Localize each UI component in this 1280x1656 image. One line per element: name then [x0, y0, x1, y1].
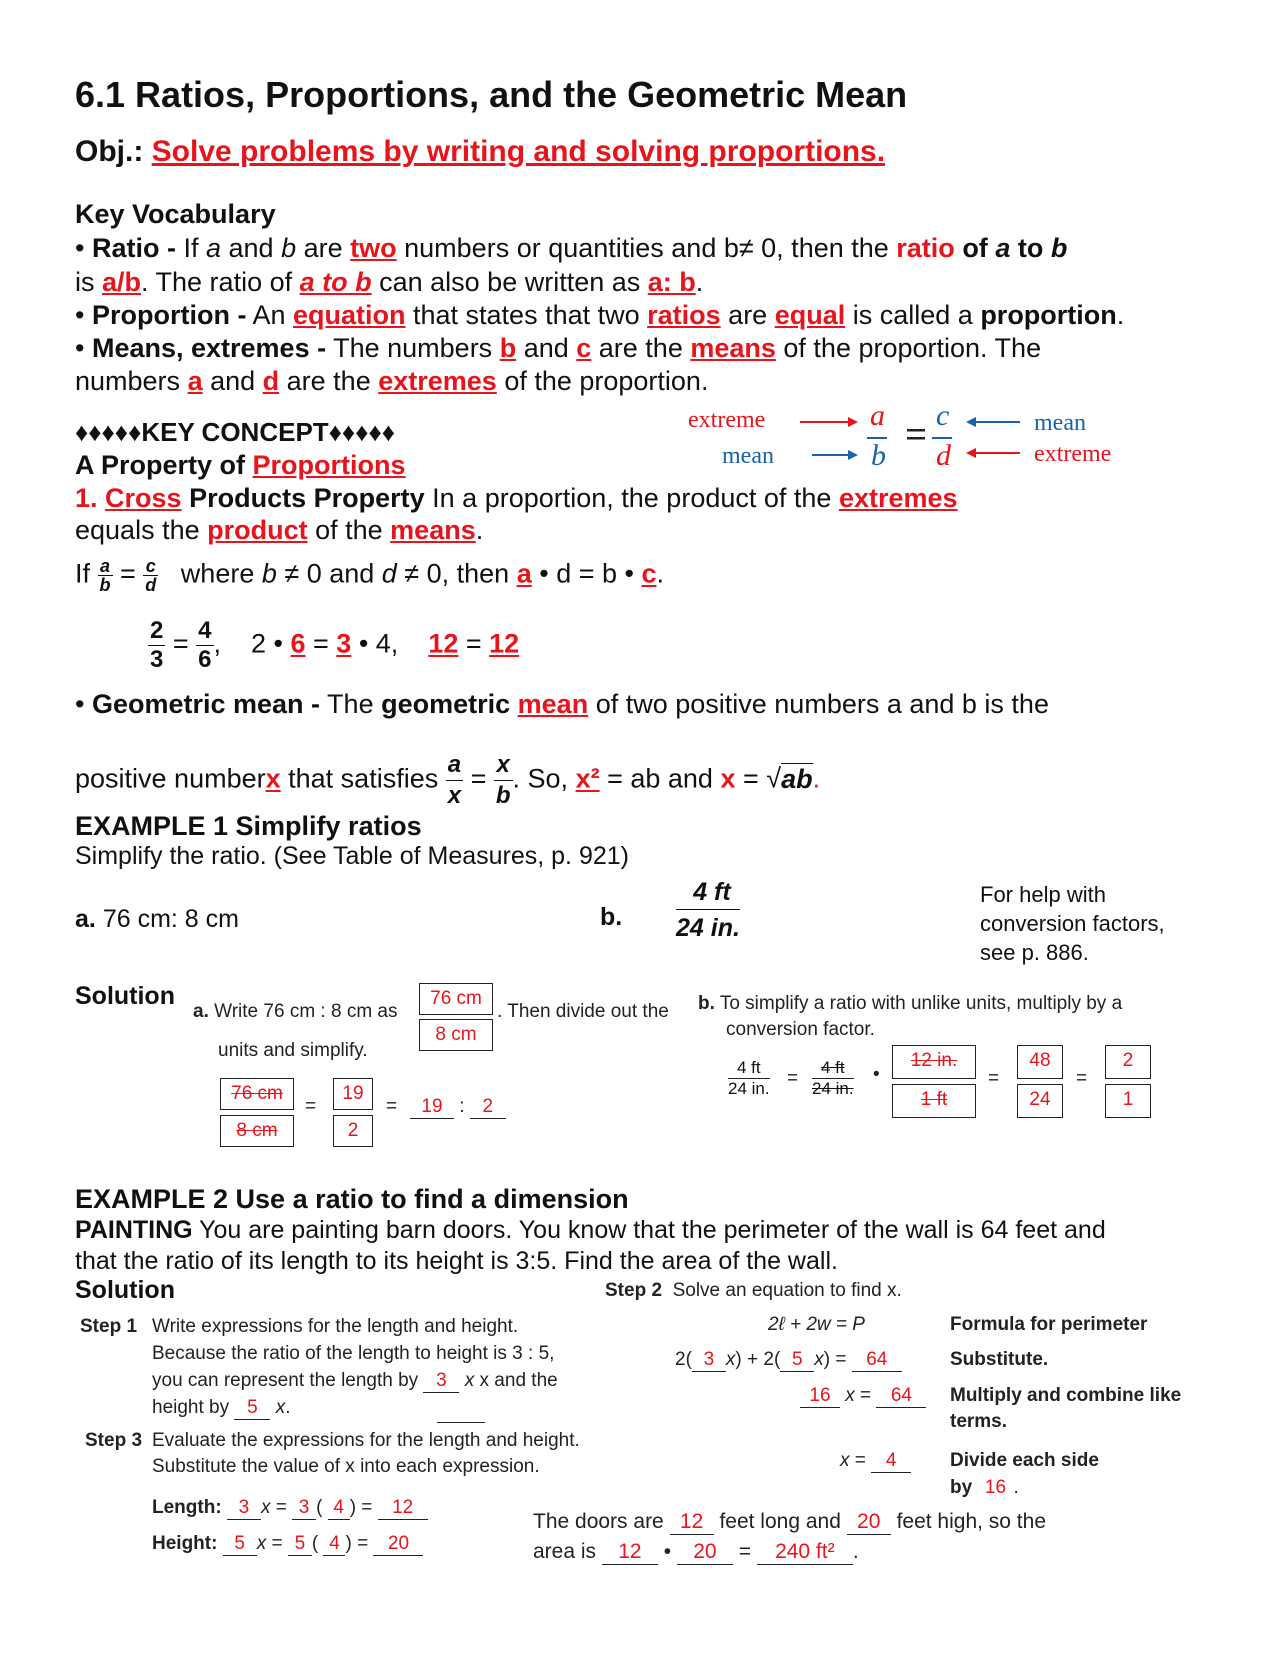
height-line: Height: 5 x = 5 ( 4 ) = 20 — [152, 1533, 423, 1556]
box-12in: 12 in. — [892, 1045, 976, 1079]
box-19: 19 — [333, 1078, 373, 1110]
diagram-mean-left: mean — [722, 443, 774, 469]
ex-ans-12a: 12 — [428, 628, 459, 659]
geo-mean-line1: • Geometric mean - The geometric mean of two positive numbers a and b is the — [75, 689, 1049, 719]
vocab-means-line1: • Means, extremes - The numbers b and c are the means of the proportion. The — [75, 333, 1042, 363]
box-8cm-struck: 8 cm — [220, 1115, 294, 1147]
ratio-ans-colon: a: b — [647, 267, 696, 297]
means-term: Means, extremes - — [91, 333, 327, 363]
cross-products-line2: equals the product of the means. — [75, 515, 484, 545]
diagram-d: d — [936, 439, 951, 472]
sol-b-text1: b. To simplify a ratio with unlike units, multiply by a — [698, 993, 1123, 1014]
ex-ans-3: 3 — [336, 628, 352, 659]
diagram-c: c — [936, 399, 950, 432]
sol-a-text1: a. Write 76 cm : 8 cm as — [193, 1001, 398, 1022]
eq4-note2: by 16 . — [950, 1477, 1019, 1498]
box-76cm-struck: 76 cm — [220, 1078, 294, 1110]
step1-line3: you can represent the length by 3 x x and the — [152, 1370, 558, 1391]
cross-ans-means: means — [390, 515, 476, 545]
eq3-note2: terms. — [950, 1411, 1008, 1432]
frac-x-b: $\frac{x}{b}$ — [495, 751, 511, 809]
eq2-note: Substitute. — [950, 1349, 1049, 1370]
cross-rest: Products Property — [189, 483, 425, 513]
vocab-heading: Key Vocabulary — [75, 199, 276, 229]
ratio-ans-ab: a/b — [102, 267, 142, 297]
vocab-ratio-line2: is a/b. The ratio of a to b can also be written as a: b. — [75, 267, 704, 297]
property-ans: Proportions — [252, 450, 406, 480]
means-extremes-diagram — [680, 399, 1200, 477]
ans-19: 19 — [410, 1096, 454, 1119]
step3-label: Step 3 — [85, 1430, 143, 1451]
sol-b-text2: conversion factor. — [726, 1019, 875, 1040]
eq1-note: Formula for perimeter — [950, 1314, 1148, 1335]
length-line: Length: 3 x = 3 ( 4 ) = 12 — [152, 1497, 428, 1520]
step3-line2: Substitute the value of x into each expression. — [152, 1456, 540, 1477]
geo-ans-x: x — [265, 763, 281, 794]
geo-mean-line2: positive numberx that satisfies $\frac{a}{x}$ = $\frac{x}{b}$ . So, x² = ab and x = √ab. — [75, 751, 821, 809]
eq2: 2( 3 x) + 2( 5 x) = 64 — [675, 1349, 902, 1372]
step1-label: Step 1 — [80, 1316, 138, 1337]
means-ans-d: d — [262, 366, 280, 396]
box-8cm-bottom: 8 cm — [419, 1019, 493, 1051]
eq-sign-b2: = — [988, 1068, 1000, 1089]
cross-products-line1: 1. Cross Products Property In a proportion, the product of the extremes — [75, 483, 958, 513]
example1-heading: EXAMPLE 1 Simplify ratios — [75, 811, 422, 841]
frac-c-d: $\frac{c}{d}$ — [145, 556, 157, 595]
ratio-ans-atob: a to b — [299, 267, 372, 297]
vocab-proportion: • Proportion - An equation that states that two ratios are equal is called a proportion. — [75, 300, 1125, 330]
step1-line1: Write expressions for the length and height. — [152, 1316, 519, 1337]
example2-problem2: that the ratio of its length to its height is 3:5. Find the area of the wall. — [75, 1247, 838, 1275]
prop-ans-equal: equal — [774, 300, 846, 330]
objective-label: Obj.: — [75, 135, 144, 168]
vocab-ratio-line1: • Ratio - If a and b are two numbers or quantities and b≠ 0, then the ratio of a to b — [75, 233, 1068, 263]
diagram-extreme-left: extreme — [688, 407, 766, 433]
means-ans-extremes: extremes — [378, 366, 497, 396]
step1-blank — [437, 1422, 485, 1423]
page-title: 6.1 Ratios, Proportions, and the Geometric Mean — [75, 74, 908, 115]
box-2: 2 — [333, 1115, 373, 1147]
geo-ans-x2: x² — [575, 763, 600, 794]
box-48: 48 — [1017, 1045, 1063, 1079]
box-1ft: 1 ft — [892, 1084, 976, 1118]
help-line-2: conversion factors, — [980, 911, 1165, 936]
diagram-a: a — [870, 399, 885, 432]
step3-line1: Evaluate the expressions for the length and height. — [152, 1430, 580, 1451]
ex1-b-den: 24 in. — [676, 914, 740, 942]
example1-b-label: b. — [600, 903, 623, 931]
eq-sign-b1: = — [787, 1068, 799, 1089]
eq-sign-b3: = — [1076, 1068, 1088, 1089]
eq3-note1: Multiply and combine like — [950, 1385, 1182, 1406]
objective-text: Solve problems by writing and solving proportions. — [151, 135, 886, 168]
means-ans-b: b — [499, 333, 517, 363]
ex-ans-12b: 12 — [489, 628, 520, 659]
proportion-term: Proportion - — [91, 300, 247, 330]
property-prefix: A Property of — [75, 450, 246, 480]
means-ans-a: a — [187, 366, 203, 396]
prop-ans-equation: equation — [293, 300, 406, 330]
if-ans-a: a — [516, 558, 532, 589]
sol-a-text3: units and simplify. — [218, 1040, 368, 1061]
objective — [75, 135, 885, 169]
example1-subtitle: Simplify the ratio. (See Table of Measures, p. 921) — [75, 842, 629, 870]
prop-word: proportion — [980, 300, 1117, 330]
step1-line2: Because the ratio of the length to height is 3 : 5, — [152, 1343, 555, 1364]
frac-a-x: $\frac{a}{x}$ — [447, 751, 462, 809]
eq1: 2ℓ + 2w = P — [768, 1314, 865, 1335]
cross-ans-product: product — [207, 515, 308, 545]
box-1: 1 — [1105, 1084, 1151, 1118]
key-concept-banner: ♦♦♦♦♦KEY CONCEPT♦♦♦♦♦ — [75, 417, 395, 447]
step1-line4: height by 5 x. — [152, 1397, 291, 1418]
help-line-3: see p. 886. — [980, 940, 1089, 965]
prop-ans-ratios: ratios — [647, 300, 721, 330]
cross-products-example: $\frac{2}{3}$ = $\frac{4}{6}$ , 2 • 6 = 3 • 4, 12 = 12 — [150, 617, 520, 673]
example2-heading: EXAMPLE 2 Use a ratio to find a dimension — [75, 1184, 629, 1214]
ratio-term: Ratio - — [91, 233, 176, 263]
dot-b: • — [873, 1064, 880, 1085]
ratio-answer: 19 : 2 — [410, 1096, 506, 1119]
property-heading — [75, 449, 406, 482]
eq3: 16 x = 64 — [800, 1385, 926, 1408]
step2-line: Step 2 Solve an equation to find x. — [605, 1280, 902, 1301]
ex1-a-text: 76 cm: 8 cm — [102, 905, 239, 933]
example2-solution: Solution — [75, 1276, 175, 1304]
means-ans-c: c — [576, 333, 592, 363]
box-2b: 2 — [1105, 1045, 1151, 1079]
geo-term: Geometric mean - — [91, 689, 321, 719]
diagram-extreme-right: extreme — [1034, 441, 1112, 467]
cross-ans-extremes: extremes — [838, 483, 958, 513]
step1-ans-3: 3 — [423, 1370, 459, 1393]
vocab-means-line2: numbers a and d are the extremes of the proportion. — [75, 366, 709, 396]
sol-b-frac1: 4 ft 24 in. — [728, 1058, 770, 1098]
sol-b-frac2: 4 ft 24 in. — [812, 1058, 854, 1098]
help-line-1: For help with — [980, 882, 1106, 907]
doors-line1: The doors are 12 feet long and 20 feet high, so the — [533, 1510, 1047, 1533]
example2-problem1: PAINTING You are painting barn doors. You know that the perimeter of the wall is 64 feet and — [75, 1216, 1106, 1244]
diagram-b: b — [871, 439, 886, 472]
help-note — [980, 880, 1165, 967]
sol-a-text2: . Then divide out the — [497, 1001, 669, 1022]
geo-ans-x-bold: x — [720, 763, 736, 794]
example1-a — [75, 903, 239, 936]
cross-products-if: If $\frac{a}{b}$ = $\frac{c}{d}$ where b ≠ 0 and d ≠ 0, then a • d = b • c. — [75, 556, 664, 595]
geo-ans-mean: mean — [517, 689, 589, 719]
cross-ans: Cross — [105, 483, 182, 513]
example1-b-fraction — [676, 878, 740, 943]
cross-num: 1. — [75, 483, 98, 513]
ratio-ans-ratio: ratio — [896, 233, 955, 263]
ex-ans-6: 6 — [290, 628, 306, 659]
ex1-a-label: a. — [75, 905, 96, 933]
if-ans-c: c — [641, 558, 657, 589]
eq-sign-a2: = — [386, 1096, 398, 1117]
step1-ans-5: 5 — [234, 1397, 270, 1420]
doors-line2: area is 12 • 20 = 240 ft² . — [533, 1540, 859, 1563]
frac-a-b: $\frac{a}{b}$ — [99, 556, 111, 595]
eq-sign-a1: = — [305, 1096, 317, 1117]
frac-2-3: $\frac{2}{3}$ — [150, 617, 164, 673]
box-76cm-top: 76 cm — [419, 983, 493, 1015]
example1-solution: Solution — [75, 982, 175, 1010]
eq4: x = 4 — [840, 1450, 911, 1473]
diagram-mean-right: mean — [1034, 410, 1086, 436]
box-24: 24 — [1017, 1084, 1063, 1118]
ans-2: 2 — [470, 1096, 506, 1119]
frac-4-6: $\frac{4}{6}$ — [198, 617, 212, 673]
means-ans-means: means — [690, 333, 776, 363]
eq4-note1: Divide each side — [950, 1450, 1099, 1471]
ex1-b-num: 4 ft — [676, 878, 740, 910]
ratio-ans-two: two — [350, 233, 397, 263]
